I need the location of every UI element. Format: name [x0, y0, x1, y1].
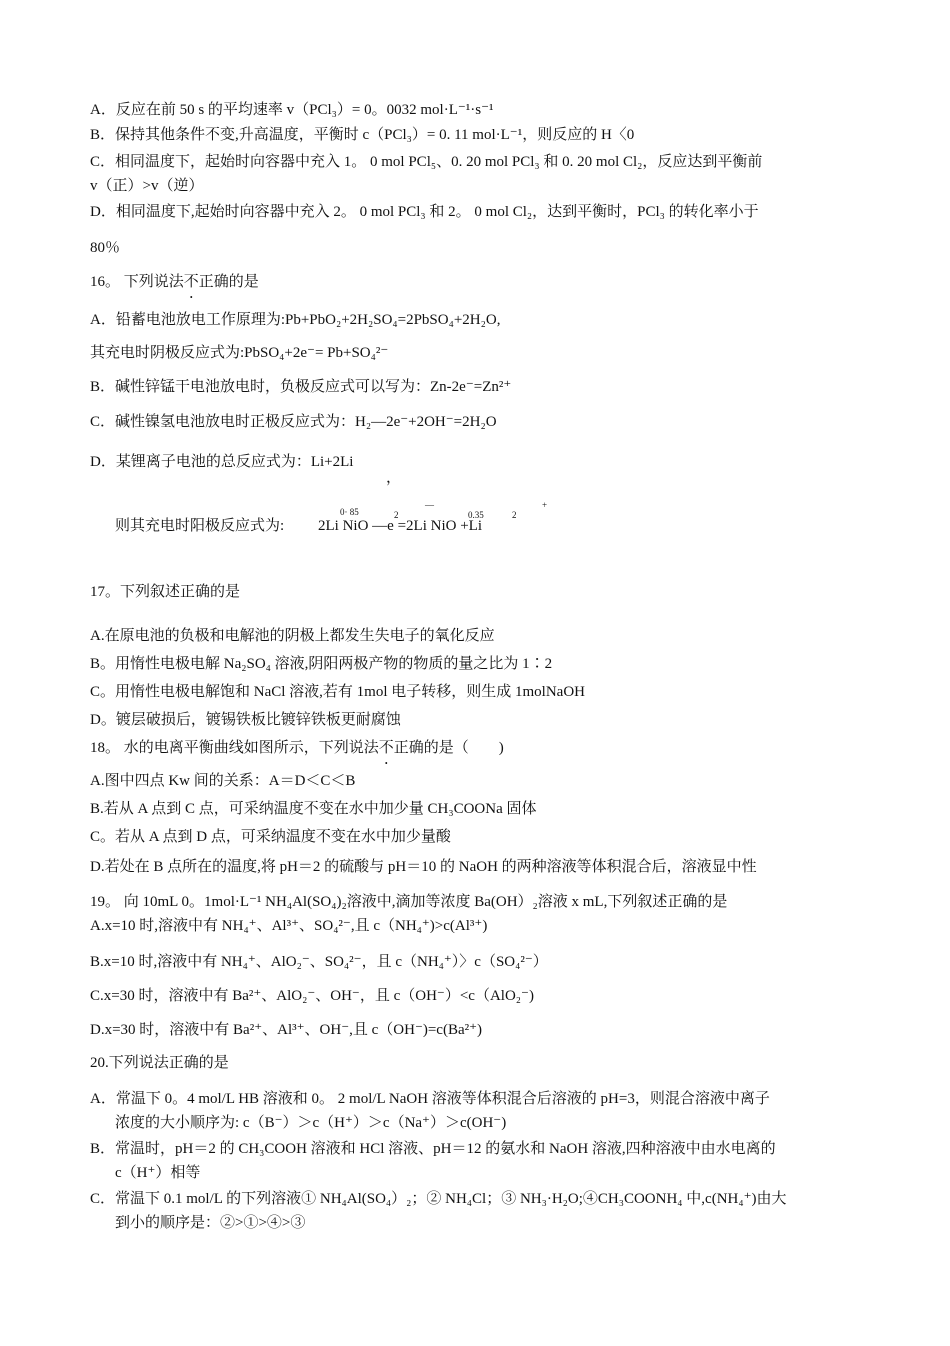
q17-option-c: C。用惰性电极电解饱和 NaCl 溶液,若有 1mol 电子转移，则生成 1molNaOH [90, 684, 585, 700]
q16-stem-part2: 正确的是 [198, 274, 259, 290]
q16-emphasis-not: 不 [183, 274, 199, 290]
q20-option-a-line1: A．常温下 0。4 mol/L HB 溶液和 0。 2 mol/L NaOH 溶液等体积混合后溶液的 pH=3，则混合溶液中离子 [90, 1091, 770, 1107]
q15-option-a: A．反应在前 50 s 的平均速率 v（PCl₃）= 0。0032 mol·L⁻¹·s⁻¹ [90, 102, 494, 118]
q18-stem-part2: 正确的是（ ) [393, 740, 504, 756]
q18-option-a: A.图中四点 Kw 间的关系：A＝D＜C＜B [90, 773, 356, 789]
q16-option-b: B．碱性锌锰干电池放电时，负极反应式可以写为：Zn-2e⁻=Zn²⁺ [90, 379, 512, 395]
q16-option-d-equation: 2Li NiO —e =2Li NiO +Li [318, 518, 482, 534]
q19-option-b: B.x=10 时,溶液中有 NH₄⁺、AlO₂⁻、SO₄²⁻，且 c（NH₄⁺）〉c（SO₄²⁻） [90, 954, 548, 970]
q18-option-b: B.若从 A 点到 C 点，可采纳温度不变在水中加少量 CH₃COONa 固体 [90, 801, 537, 817]
q16-option-a-line1: A．铅蓄电池放电工作原理为:Pb+PbO₂+2H₂SO₄=2PbSO₄+2H₂O, [90, 312, 501, 328]
q20-option-c-line2: 到小的顺序是：②>①>④>③ [115, 1215, 306, 1231]
q20-option-b-line2: c（H⁺）相等 [115, 1165, 201, 1181]
q15-option-d-line2: 80％ [90, 240, 121, 256]
q16-option-a-line2: 其充电时阴极反应式为:PbSO₄+2e⁻= Pb+SO₄²⁻ [90, 345, 389, 361]
q18-stem-part1: 18。 水的电离平衡曲线如图所示，下列说法 [90, 740, 379, 756]
q17-stem: 17。下列叙述正确的是 [90, 584, 241, 600]
q17-option-b: B。用惰性电极电解 Na₂SO₄ 溶液,阴阳两极产物的物质的量之比为 1∶2 [90, 656, 553, 672]
q15-option-c-line2: v（正）>v（逆） [90, 178, 204, 194]
q15-option-c-line1: C．相同温度下，起始时向容器中充入 1。 0 mol PCl₅、0. 20 mol PCl₃ 和 0. 20 mol Cl₂，反应达到平衡前 [90, 154, 763, 170]
q20-stem: 20.下列说法正确的是 [90, 1055, 229, 1071]
q18-option-c: C。若从 A 点到 D 点，可采纳温度不变在水中加少量酸 [90, 829, 451, 845]
q16-eq-sub-2: 2 [512, 510, 517, 520]
q18-emphasis-not: 不 [378, 740, 394, 756]
q15-option-b: B．保持其他条件不变,升高温度，平衡时 c（PCl₃）= 0. 11 mol·L⁻¹，则反应的 H〈0 [90, 127, 635, 143]
q18-stem [90, 738, 504, 758]
q17-option-d: D。镀层破损后，镀锡铁板比镀锌铁板更耐腐蚀 [90, 712, 401, 728]
q17-option-a: A.在原电池的负极和电解池的阴极上都发生失电子的氧化反应 [90, 628, 495, 644]
q16-option-c: C．碱性镍氢电池放电时正极反应式为：H₂—2e⁻+2OH⁻=2H₂O [90, 414, 497, 430]
q20-option-b-line1: B．常温时，pH＝2 的 CH₃COOH 溶液和 HCl 溶液、pH＝12 的氨水和 NaOH 溶液,四种溶液中由水电离的 [90, 1141, 776, 1157]
q16-eq-sup-2: — [425, 500, 434, 510]
q18-option-d: D.若处在 B 点所在的温度,将 pH＝2 的硫酸与 pH＝10 的 NaOH 的两种溶液等体积混合后，溶液显中性 [90, 859, 757, 875]
q16-stem [90, 272, 259, 292]
q16-eq-sup-1: 0· 85 [340, 507, 359, 517]
q19-option-a: A.x=10 时,溶液中有 NH₄⁺、Al³⁺、SO₄²⁻,且 c（NH₄⁺)>c(Al³⁺) [90, 918, 488, 934]
q15-option-d-line1: D．相同温度下,起始时向容器中充入 2。 0 mol PCl₃ 和 2。 0 mol Cl₂，达到平衡时，PCl₃ 的转化率小于 [90, 204, 759, 220]
q16-eq-sup-3: 0.35 [468, 510, 484, 520]
q20-option-c-line1: C．常温下 0.1 mol/L 的下列溶液① NH₄Al(SO₄）₂；② NH₄Cl；③ NH₃·H₂O;④CH₃COONH₄ 中,c(NH₄⁺)由大 [90, 1191, 787, 1207]
q16-option-d-mark: ， [386, 470, 402, 486]
q16-option-d-line1: D．某锂离子电池的总反应式为：Li+2Li [90, 454, 354, 470]
q19-stem: 19。 向 10mL 0。1mol·L⁻¹ NH₄Al(SO₄)₂溶液中,滴加等浓度 Ba(OH）₂溶液 x mL,下列叙述正确的是 [90, 894, 728, 910]
q19-option-d: D.x=30 时，溶液中有 Ba²⁺、Al³⁺、OH⁻,且 c（OH⁻)=c(Ba²⁺) [90, 1022, 483, 1038]
q19-option-c: C.x=30 时，溶液中有 Ba²⁺、AlO₂⁻、OH⁻，且 c（OH⁻）<c（AlO₂⁻) [90, 988, 534, 1004]
q16-option-d-line2-label: 则其充电时阳极反应式为: [115, 518, 285, 534]
q16-eq-sup-4: + [542, 500, 548, 510]
q16-eq-sub-1: 2 [394, 510, 399, 520]
q20-option-a-line2: 浓度的大小顺序为: c（B⁻）＞c（H⁺）＞c（Na⁺）＞c(OH⁻) [115, 1115, 507, 1131]
q16-stem-part1: 16。 下列说法 [90, 274, 184, 290]
